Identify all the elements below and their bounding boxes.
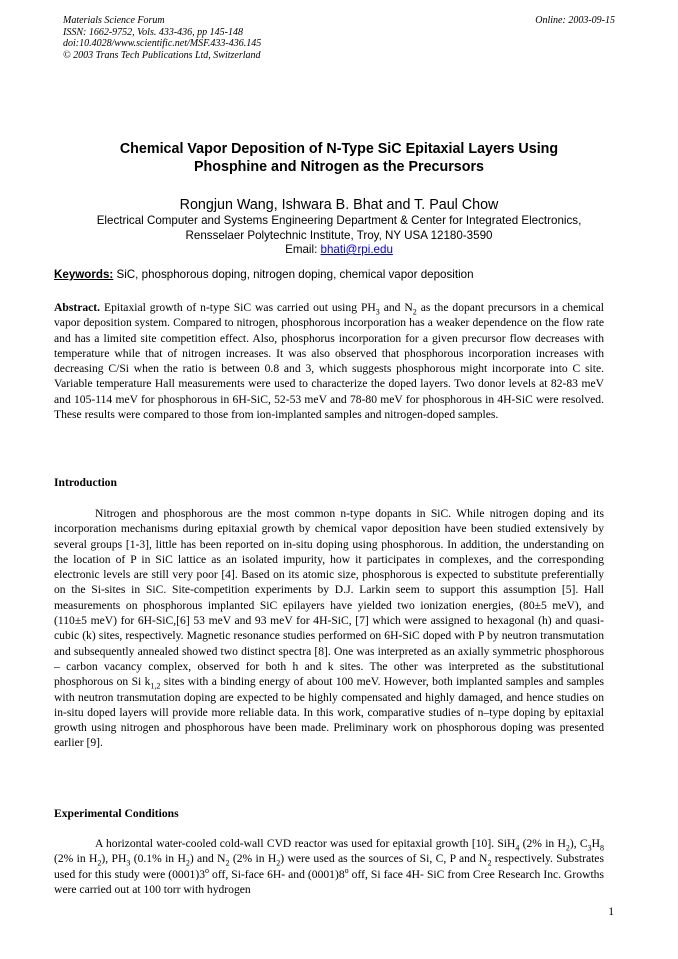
superscript: o — [344, 865, 349, 875]
paper-title — [50, 140, 628, 176]
page-number: 1 — [608, 905, 614, 918]
author-list: Rongjun Wang, Ishwara B. Bhat and T. Paul Chow — [179, 197, 499, 213]
subscript: 8 — [600, 843, 604, 853]
email-label: Email: — [285, 243, 321, 256]
email-line — [40, 243, 638, 258]
exp-text: off, Si face 4H- SiC from Cree Research Inc. Growths were carried out at 100 torr with hydrogen — [54, 867, 604, 896]
exp-text: (2% in H — [229, 852, 277, 866]
experimental-heading: Experimental Conditions — [54, 807, 179, 820]
exp-text: ) were used as the sources of Si, C, P and N — [280, 852, 488, 866]
subscript: 2 — [225, 858, 230, 868]
subscript: 2 — [276, 858, 281, 868]
subscript: 3 — [375, 307, 380, 317]
intro-text: Nitrogen and phosphorous are the most common n-type dopants in SiC. While nitrogen doping and its incorporation mechanisms during epitaxial growth by chemical vapor deposition have been studied extensively by several groups [1-3], little has been reported on in-situ doping using phosphorous. In addition, the understanding on the location of P in SiC lattice as an isolated impurity, how it participates in complexes, and the corresponding electronic levels are still very poor [4]. Based on its atomic size, phosphorous is expected to substitute preferentially on the Si-sites in SiC. Site-competition experiments by D.J. Larkin seem to support this assumption [5]. Hall measurements on phosphorous implanted SiC epilayers have yielded two ionization energies, (80±5 meV), and (110±5 meV) for 6H-SiC,[6] 53 meV and 93 meV for 4H-SiC, [7] which were assigned to hexagonal (h) and quasi-cubic (k) sites, respectively. Magnetic resonance studies performed on 6H-SiC doped with P by neutron transmutation and subsequently annealed showed two distinct spectra [8]. One was interpreted as an axially symmetric phosphorous – carbon vacancy complex, observed for both h and k sites. The other was interpreted as the substitutional phosphorous on Si k — [54, 507, 604, 689]
subscript: 4 — [515, 843, 520, 853]
keywords-list: SiC, phosphorous doping, nitrogen doping, chemical vapor deposition — [113, 268, 474, 281]
exp-text: (0.1% in H — [130, 852, 186, 866]
subscript: 3 — [587, 843, 592, 853]
journal-header — [63, 15, 393, 61]
subscript: 2 — [185, 858, 190, 868]
subscript: 2 — [487, 858, 492, 868]
copyright-line: © 2003 Trans Tech Publications Ltd, Switzerland — [63, 49, 261, 61]
title-line-1: Chemical Vapor Deposition of N-Type SiC Epitaxial Layers Using — [119, 141, 559, 157]
exp-text: A horizontal water-cooled cold-wall CVD reactor was used for epitaxial growth [10]. SiH — [95, 837, 516, 850]
title-line-2: Phosphine and Nitrogen as the Precursors — [194, 159, 484, 175]
affiliation-line-2: Rensselaer Polytechnic Institute, Troy, NY USA 12180-3590 — [185, 228, 493, 242]
affiliation-line-1: Electrical Computer and Systems Engineering Department & Center for Integrated Electronics, — [96, 214, 582, 227]
exp-text: respectively. Substrates used for this study were (0001)3 — [54, 852, 604, 881]
keywords-label: Keywords: — [54, 268, 114, 281]
intro-text: sites with a binding energy of about 100 meV. However, both implanted samples and samples with neutron transmutation doping are expected to be highly compensated and highly damaged, and hence studies on in-situ doped layers will provide more reliable data. In this work, comparative studies of n–type doping by epitaxial growth using nitrogen and phosphorous have been made. Preliminary work on phosphorous doping was presented earlier [9]. — [54, 675, 605, 750]
exp-text: ), PH — [101, 852, 127, 866]
online-date: Online: 2003-09-15 — [535, 15, 615, 26]
abstract-text: and N — [379, 301, 413, 314]
subscript: 3 — [126, 858, 131, 868]
abstract-text: Epitaxial growth of n-type SiC was carried out using PH — [100, 301, 376, 314]
doi-line: doi:10.4028/www.scientific.net/MSF.433-436.145 — [63, 38, 262, 49]
abstract — [54, 300, 604, 422]
journal-name: Materials Science Forum — [63, 15, 165, 26]
exp-text: off, Si-face 6H- and (0001)8 — [209, 867, 345, 881]
exp-text: ), C — [569, 837, 588, 850]
email-link[interactable]: bhati@rpi.edu — [320, 243, 393, 256]
abstract-label: Abstract. — [54, 301, 101, 314]
affiliation — [40, 214, 638, 258]
abstract-text: as the dopant precursors in a chemical vapor deposition system. Compared to nitrogen, phosphorous incorporation has a weaker dependence on the flow rate and has a limited site competition effect. Also, phosphorus incorporation for a given precursor flow decreases with temperature while that of nitrogen increases. It was also observed that phosphorous incorporation increases with decreasing C/Si when the ratio is between 0.8 and 3, which suggests phosphorous might incorporate into C site. Variable temperature Hall measurements were used to characterize the doped layers. Two donor levels at 82-83 meV and 105-114 meV for phosphorous in 6H-SiC, 52-53 meV and 78-80 meV for phosphorous in 4H-SiC were resolved. These results were compared to those from ion-implanted samples and nitrogen-doped samples. — [54, 301, 604, 422]
keywords — [54, 268, 624, 283]
subscript: 2 — [412, 307, 417, 317]
subscript: 2 — [97, 858, 102, 868]
subscript: 2 — [565, 843, 570, 853]
introduction-heading: Introduction — [54, 476, 117, 489]
subscript: 1,2 — [150, 681, 161, 691]
issn-line: ISSN: 1662-9752, Vols. 433-436, pp 145-148 — [63, 26, 243, 38]
introduction-paragraph — [54, 506, 604, 751]
superscript: o — [205, 865, 209, 875]
exp-text: H — [591, 837, 600, 850]
exp-text: ) and N — [189, 852, 226, 866]
exp-text: (2% in H — [54, 852, 98, 866]
exp-text: (2% in H — [519, 837, 566, 850]
experimental-paragraph — [54, 836, 604, 897]
